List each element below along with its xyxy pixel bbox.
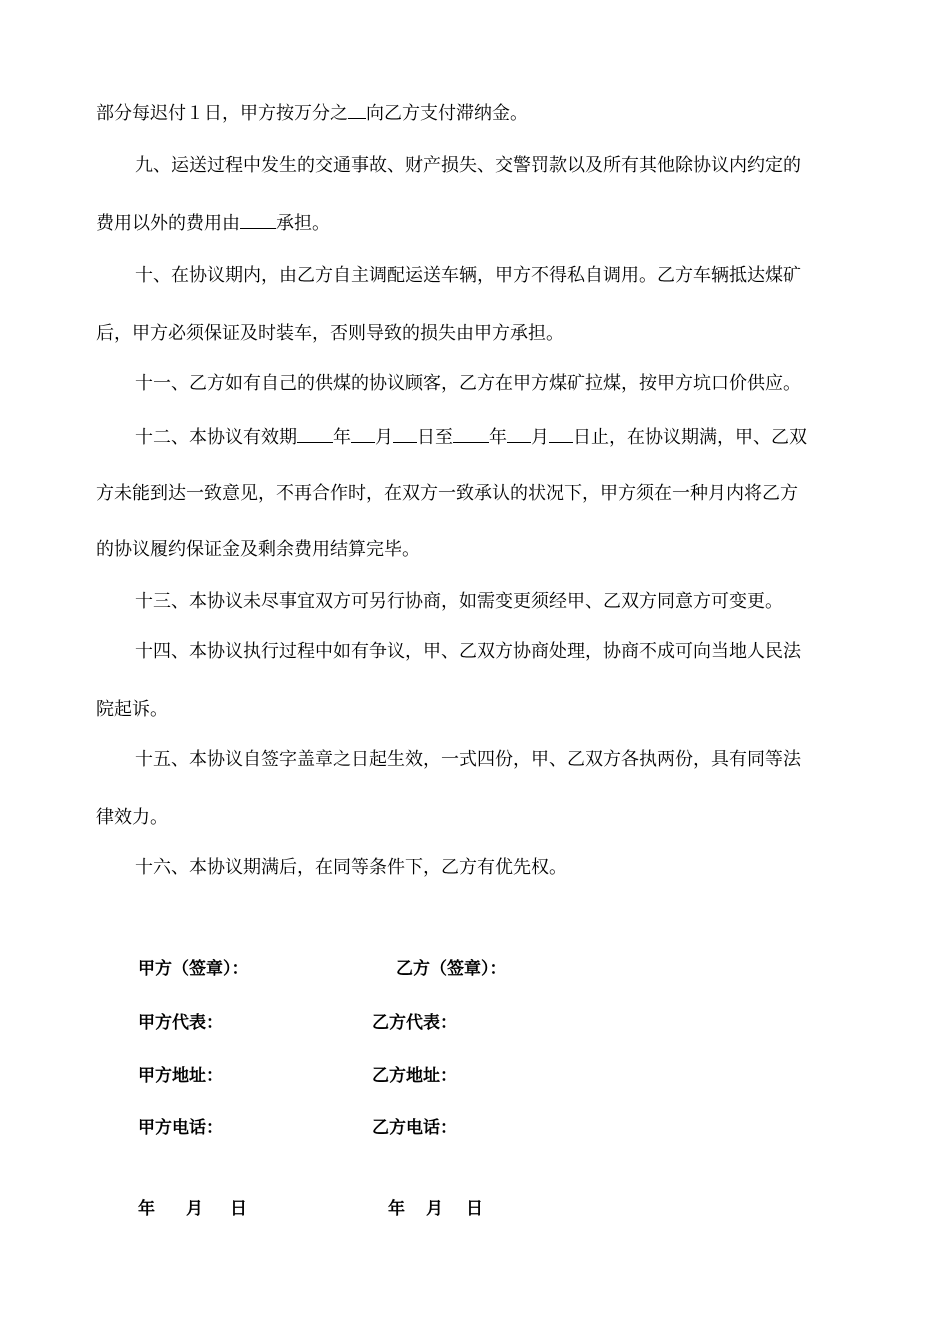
text-span: 日至	[417, 427, 453, 448]
date-month: 月	[186, 1199, 203, 1219]
blank-field	[297, 424, 333, 443]
blank-field	[348, 100, 366, 119]
party-a-date	[138, 1194, 247, 1219]
text-span: 月	[531, 427, 549, 448]
paragraph-8-tail	[96, 100, 528, 126]
paragraph-12-line3: 的协议履约保证金及剩余费用结算完毕。	[96, 539, 420, 560]
text-span: 日止，在协议期满，甲、乙双	[573, 427, 807, 448]
paragraph-12-line2: 方未能到达一致意见，不再合作时，在双方一致承认的状况下，甲方须在一种月内将乙方	[96, 483, 798, 504]
party-a-address-label: 甲方地址：	[138, 1066, 223, 1086]
party-b-rep-label: 乙方代表：	[372, 1013, 457, 1033]
paragraph-15-line2: 律效力。	[96, 807, 168, 828]
text-span: 年	[489, 427, 507, 448]
date-month: 月	[426, 1199, 443, 1219]
blank-field	[507, 424, 531, 443]
paragraph-12-line1	[135, 424, 807, 450]
date-day: 日	[466, 1199, 483, 1219]
paragraph-14-line1: 十四、本协议执行过程中如有争议，甲、乙双方协商处理，协商不成可向当地人民法	[135, 641, 801, 662]
text-span: 承担。	[276, 213, 330, 234]
paragraph-9-line1: 九、运送过程中发生的交通事故、财产损失、交警罚款以及所有其他除协议内约定的	[135, 155, 801, 176]
paragraph-13: 十三、本协议未尽事宜双方可另行协商，如需变更须经甲、乙双方同意方可变更。	[135, 591, 783, 612]
blank-field	[549, 424, 573, 443]
party-a-seal-label: 甲方（签章）：	[138, 959, 249, 979]
text-span: 部分每迟付１日，甲方按万分之	[96, 103, 348, 124]
paragraph-14-line2: 院起诉。	[96, 699, 168, 720]
text-span: 向乙方支付滞纳金。	[366, 103, 528, 124]
text-span: 十二、本协议有效期	[135, 427, 297, 448]
party-a-phone-label: 甲方电话：	[138, 1118, 223, 1138]
blank-field	[240, 210, 276, 229]
blank-field	[453, 424, 489, 443]
date-year: 年	[388, 1199, 405, 1219]
party-b-seal-label: 乙方（签章）：	[396, 959, 507, 979]
blank-field	[393, 424, 417, 443]
paragraph-10-line2: 后，甲方必须保证及时装车，否则导致的损失由甲方承担。	[96, 323, 564, 344]
party-b-address-label: 乙方地址：	[372, 1066, 457, 1086]
text-span: 年	[333, 427, 351, 448]
paragraph-10-line1: 十、在协议期内，由乙方自主调配运送车辆，甲方不得私自调用。乙方车辆抵达煤矿	[135, 265, 801, 286]
date-day: 日	[230, 1199, 247, 1219]
text-span: 费用以外的费用由	[96, 213, 240, 234]
party-b-date	[388, 1194, 483, 1219]
paragraph-9-line2	[96, 210, 330, 236]
party-a-rep-label: 甲方代表：	[138, 1013, 223, 1033]
paragraph-11: 十一、乙方如有自己的供煤的协议顾客，乙方在甲方煤矿拉煤，按甲方坑口价供应。	[135, 373, 801, 394]
paragraph-15-line1: 十五、本协议自签字盖章之日起生效，一式四份，甲、乙双方各执两份，具有同等法	[135, 749, 801, 770]
blank-field	[351, 424, 375, 443]
date-year: 年	[138, 1199, 155, 1219]
party-b-phone-label: 乙方电话：	[372, 1118, 457, 1138]
text-span: 月	[375, 427, 393, 448]
paragraph-16: 十六、本协议期满后，在同等条件下，乙方有优先权。	[135, 857, 567, 878]
